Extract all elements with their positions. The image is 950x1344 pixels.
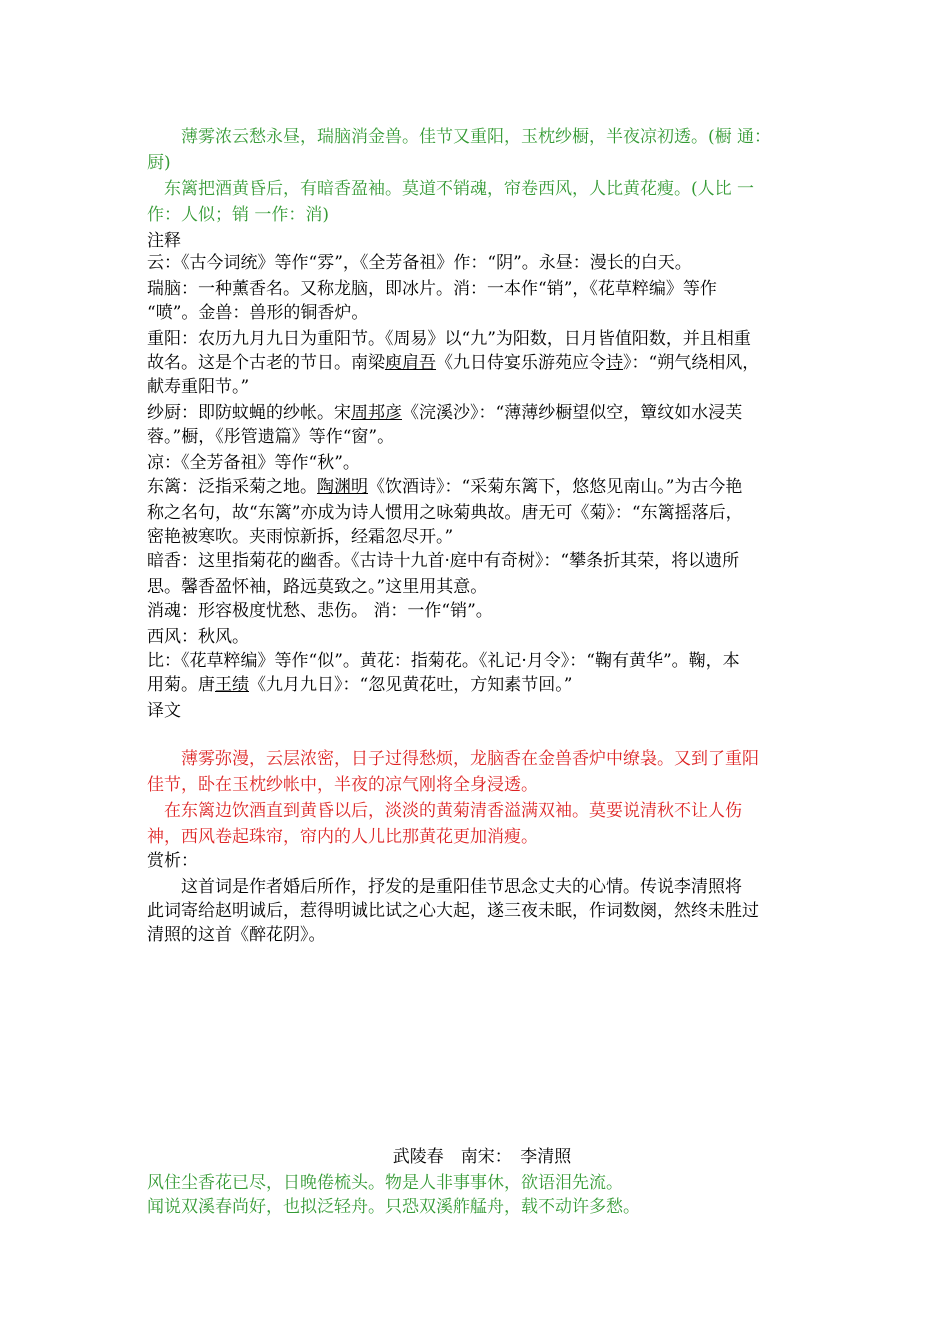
appreciation-line: 这首词是作者婚后所作，抒发的是重阳佳节思念丈夫的心情。传说李清照将 (147, 877, 742, 897)
note-line: 思。馨香盈怀袖，路远莫致之。”这里用其意。 (147, 577, 488, 597)
appreciation-line: 此词寄给赵明诚后，惹得明诚比试之心大起，遂三夜未眠，作词数阕，然终未胜过 (147, 901, 759, 921)
author-link[interactable]: 庾肩吾 (385, 353, 436, 373)
notes-heading: 注释 (147, 231, 181, 251)
note-line: 重阳：农历九月九日为重阳节。《周易》以“九”为阳数，日月皆值阳数，并且相重 (147, 329, 751, 349)
note-line: 蓉。”橱，《彤管遗篇》等作“窗”。 (147, 427, 395, 447)
poem1-line: 作：人似；销 一作：消) (147, 205, 330, 225)
note-line: 瑞脑：一种薰香名。又称龙脑，即冰片。消：一本作“销”，《花草粹编》等作 (147, 279, 717, 299)
poem2-line: 闻说双溪春尚好，也拟泛轻舟。只恐双溪舴艋舟，载不动许多愁。 (147, 1197, 640, 1217)
translation-line: 在东篱边饮酒直到黄昏以后，淡淡的黄菊清香溢满双袖。莫要说清秋不让人伤 (147, 801, 742, 821)
author-link[interactable]: 周邦彦 (351, 403, 402, 423)
note-line: 用菊。唐王绩《九月九日》：“忽见黄花吐，方知素节回。” (147, 675, 573, 695)
note-line: 比：《花草粹编》等作“似”。黄花：指菊花。《礼记·月令》：“鞠有黄华”。鞠，本 (147, 651, 740, 671)
note-line: 暗香：这里指菊花的幽香。《古诗十九首·庭中有奇树》：“攀条折其荣，将以遗所 (147, 551, 740, 571)
note-line: 称之名句，故“东篱”亦成为诗人惯用之咏菊典故。唐无可《菊》：“东篱摇落后， (147, 503, 743, 523)
poem1-line: 厨) (147, 153, 171, 173)
note-line: 云：《古今词统》等作“雰”，《全芳备祖》作：“阴”。永昼：漫长的白天。 (147, 253, 692, 273)
poem2-title: 武陵春 南宋： 李清照 (392, 1147, 572, 1167)
note-line: “喷”。金兽：兽形的铜香炉。 (147, 303, 369, 323)
translation-line: 薄雾弥漫，云层浓密，日子过得愁烦，龙脑香在金兽香炉中缭袅。又到了重阳 (147, 749, 759, 769)
note-line: 献寿重阳节。” (147, 377, 250, 397)
appreciation-heading: 赏析： (147, 851, 198, 871)
author-link[interactable]: 王绩 (215, 675, 249, 695)
note-line: 纱厨：即防蚊蝇的纱帐。宋周邦彦《浣溪沙》：“薄薄纱橱望似空，簟纹如水浸芙 (147, 403, 743, 423)
translation-line: 神，西风卷起珠帘，帘内的人儿比那黄花更加消瘦。 (147, 827, 538, 847)
poem1-line: 薄雾浓云愁永昼，瑞脑消金兽。佳节又重阳，玉枕纱橱，半夜凉初透。(橱 通： (147, 127, 772, 147)
translation-heading: 译文 (147, 701, 181, 721)
author-link[interactable]: 陶渊明 (317, 477, 368, 497)
translation-line: 佳节，卧在玉枕纱帐中，半夜的凉气刚将全身浸透。 (147, 775, 538, 795)
note-line: 消魂：形容极度忧愁、悲伤。 消：一作“销”。 (147, 601, 493, 621)
note-line: 故名。这是个古老的节日。南梁庾肩吾《九日侍宴乐游苑应令诗》：“朔气绕相风， (147, 353, 760, 373)
note-line: 密艳被寒吹。夹雨惊新拆，经霜忽尽开。” (147, 527, 454, 547)
appreciation-line: 清照的这首《醉花阴》。 (147, 925, 326, 945)
note-line: 凉：《全芳备祖》等作“秋”。 (147, 453, 360, 473)
poem-link[interactable]: 诗 (606, 353, 623, 373)
poem1-line: 东篱把酒黄昏后，有暗香盈袖。莫道不销魂，帘卷西风，人比黄花瘦。(人比 一 (147, 179, 755, 199)
note-line: 西风：秋风。 (147, 627, 249, 647)
note-line: 东篱：泛指采菊之地。陶渊明《饮酒诗》：“采菊东篱下，悠悠见南山。”为古今艳 (147, 477, 743, 497)
poem2-line: 风住尘香花已尽，日晚倦梳头。物是人非事事休，欲语泪先流。 (147, 1173, 623, 1193)
